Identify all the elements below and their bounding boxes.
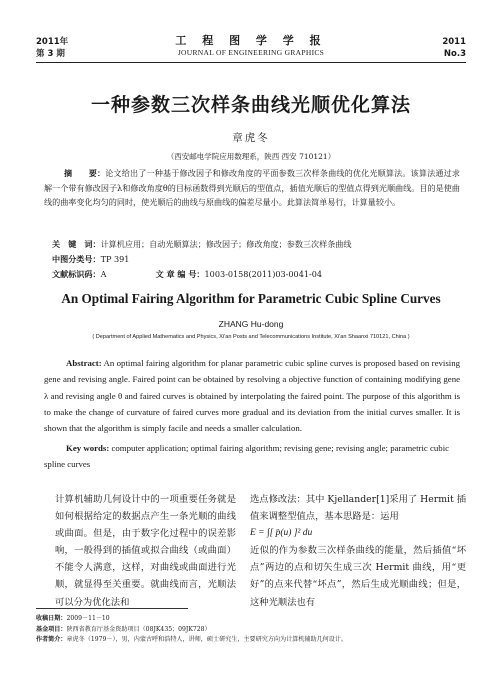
- affiliation-en: ( Department of Applied Mathematics and Physics, Xi'an Posts and Telecommunications Institute, Xi'an Shaanxi 710121, China ): [92, 334, 410, 340]
- body-paragraph-right-1: 选点修改法：其中 Kjellander[1]采用了 Hermit 插值来调整型值点，基本思路是：运用: [250, 494, 466, 523]
- received-value: 2009－11－10: [66, 615, 110, 622]
- footnotes: [36, 614, 476, 646]
- clc-label: 中图分类号：: [52, 254, 101, 264]
- footnote-rule: [36, 608, 188, 609]
- author-en: ZHANG Hu-dong: [218, 319, 284, 329]
- clc-number: [52, 252, 472, 267]
- fund-info: [36, 625, 476, 636]
- header-journal: [0, 34, 502, 58]
- paper-title-cn: 一种参数三次样条曲线光顺优化算法: [90, 94, 411, 116]
- affiliation-cn: （西安邮电学院应用数理系，陕西 西安 710121）: [166, 152, 336, 161]
- header-year-left: 2011年: [36, 37, 69, 47]
- doc-code-value: A: [100, 269, 107, 279]
- clc-value: TP 391: [100, 254, 130, 264]
- keywords-en-label: Key words:: [66, 443, 110, 453]
- fund-value: 陕西省教育厅基金资助项目（08JK435；09JK728）: [66, 625, 211, 633]
- header-issue-number-left: 第 3 期: [36, 49, 65, 59]
- article-no-label: 文 章 编 号：: [155, 269, 205, 279]
- author-bio: [36, 635, 476, 646]
- body-paragraph-right-2: 近似的作为参数三次样条曲线的能量，然后插值“坏点”两边的点和切矢生成三次 Hermit 曲线，用“更好”的点来代替“坏点”，然后生成光顺曲线；但是，这种光顺法也有: [250, 545, 466, 608]
- abstract-cn: [44, 166, 460, 210]
- doc-article-line: [52, 267, 472, 282]
- keywords-cn-label: 关 键 词：: [52, 239, 101, 249]
- abstract-en-text: An optimal fairing algorithm for planar parametric cubic spline curves is proposed based on revising gene and revising angle. Faired point can be obtained by resolving a objective function of containing modifying gene λ and revising angle θ and faired curves is obtained by interpolating the faired point. The purpose of this algorithm is to make the change of curvature of faired curves more gradual and its deviation from the initial curves smaller. It is shown that the algorithm is simply facile and needs a smaller calculation.: [44, 358, 460, 434]
- body-paragraph: 计算机辅助几何设计中的一项重要任务就是如何根据给定的数据点产生一条光顺的曲线或曲面。但是，由于数字化过程中的误差影响，一般得到的插值或拟合曲线（或曲面）不能令人满意，这样，对曲线或曲面进行光顺，就显得至关重要。就曲线而言，光顺法可以分为优化法和: [55, 494, 236, 608]
- paper-title-en: An Optimal Fairing Algorithm for Parametric Cubic Spline Curves: [61, 291, 441, 306]
- abstract-en: [44, 355, 460, 436]
- body-column-left: [36, 491, 236, 611]
- received-date: [36, 614, 476, 625]
- header-issue-number-right: No.3: [443, 49, 466, 59]
- body-column-right: [250, 491, 466, 611]
- keywords-cn-block: [52, 237, 472, 282]
- keywords-cn: [52, 237, 472, 252]
- received-label: 收稿日期：: [36, 615, 67, 622]
- keywords-cn-text: 计算机应用；自动光顺算法；修改因子；修改角度；参数三次样条曲线: [100, 239, 352, 249]
- bio-value: 章虎冬（1979－），男，内蒙古呼和浩特人，讲师，硕士研究生，主要研究方向为计算机辅助几何设计。: [66, 636, 348, 643]
- article-no-value: 1003-0158(2011)03-0041-04: [204, 269, 323, 279]
- energy-formula: E = ∫[ p̈(u) ]² du: [250, 528, 313, 539]
- journal-name-en: JOURNAL OF ENGINEERING GRAPHICS: [177, 48, 325, 57]
- abstract-en-label: Abstract:: [66, 358, 102, 368]
- journal-name-cn: 工 程 图 学 学 报: [175, 34, 327, 47]
- fund-label: 基金项目：: [36, 625, 67, 633]
- header-year-right: 2011: [442, 37, 466, 47]
- keywords-en: [44, 440, 460, 472]
- abstract-cn-text: 论文给出了一种基于修改因子和修改角度的平面参数三次样条曲线的优化光顺算法。该算法通过求解一个带有修改因子λ和修改角度θ的目标函数得到光顺后的型值点，插值光顺后的型值点得到光顺曲线。目的是使曲线的曲率变化均匀的同时，使光顺后的曲线与原曲线的偏差尽量小。此算法简单易行，计算量较小。: [44, 168, 460, 208]
- header-rule: [36, 62, 466, 63]
- abstract-cn-label: 摘 要：: [64, 168, 106, 178]
- keywords-en-text: computer application; optimal fairing algorithm; revising gene; revising angle; parametric cubic spline curves: [44, 443, 450, 469]
- bio-label: 作者简介：: [36, 636, 67, 643]
- header-issue-right: [442, 36, 466, 60]
- author-cn: 章虎冬: [232, 132, 270, 144]
- doc-code-label: 文献标识码：: [52, 269, 101, 279]
